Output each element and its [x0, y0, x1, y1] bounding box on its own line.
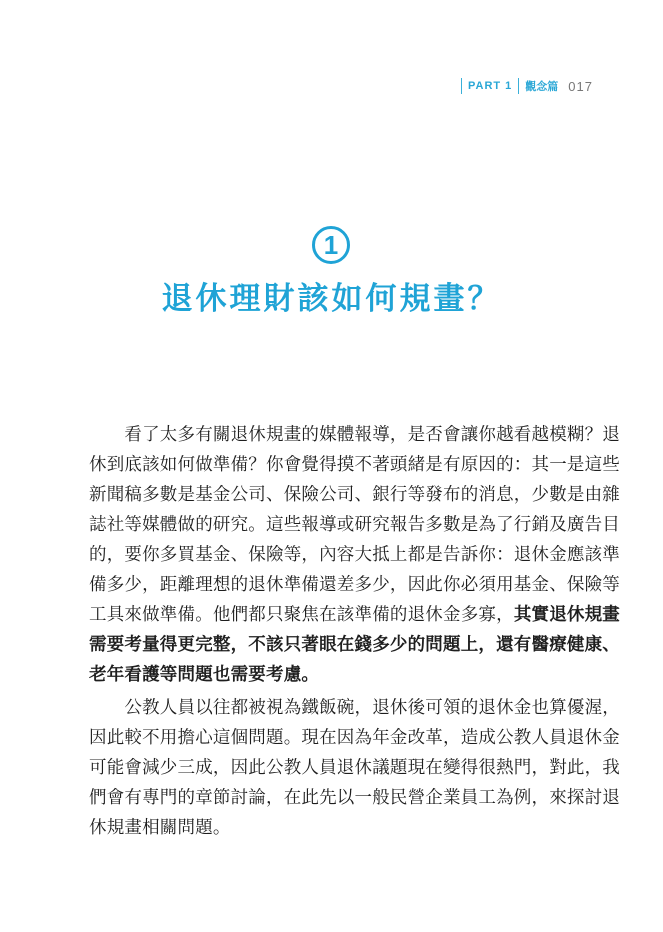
text-line: 們會有專門的章節討論，在此先以一般民營企業員工為例，來探討退 — [89, 788, 620, 808]
chapter-title: 退休理財該如何規畫？ — [161, 281, 502, 317]
text-line: 工具來做準備。他們都只聚焦在該準備的退休金多寡，其實退休規畫 — [89, 605, 621, 625]
page-number: 017 — [568, 78, 593, 94]
text-line: 休規畫相關問題。 — [89, 818, 231, 838]
paragraph-1 — [89, 420, 621, 690]
text-line — [89, 660, 597, 690]
text-line — [89, 630, 620, 660]
header-divider — [461, 78, 462, 94]
emphasis-text: 老年看護等問題也需要考慮。 — [89, 665, 320, 685]
header-part-label: PART 1 — [467, 80, 513, 92]
text-line: 因此較不用擔心這個問題。現在因為年金改革，造成公教人員退休金 — [89, 728, 620, 748]
text-line: 看了太多有關退休規畫的媒體報導，是否會讓你越看越模糊？退 — [89, 425, 620, 445]
page-header — [455, 76, 593, 96]
paragraph-2 — [89, 693, 620, 843]
chapter-number-badge: 1 — [312, 226, 350, 264]
text-line: 的，要你多買基金、保險等，內容大抵上都是告訴你：退休金應該準 — [89, 545, 620, 565]
header-divider — [518, 78, 519, 94]
text-line: 誌社等媒體做的研究。這些報導或研究報告多數是為了行銷及廣告目 — [89, 515, 620, 535]
header-section-label: 觀念篇 — [525, 81, 559, 93]
emphasis-text: 需要考量得更完整，不該只著眼在錢多少的問題上，還有醫療健康、 — [89, 635, 620, 655]
text-line: 休到底該如何做準備？你會覺得摸不著頭緒是有原因的：其一是這些 — [89, 455, 620, 475]
emphasis-text: 其實退休規畫 — [513, 605, 621, 625]
text-line: 備多少，距離理想的退休準備還差多少，因此你必須用基金、保險等 — [89, 575, 620, 595]
text-line: 新聞稿多數是基金公司、保險公司、銀行等發布的消息，少數是由雜 — [89, 485, 620, 505]
text-line: 可能會減少三成，因此公教人員退休議題現在變得很熱門，對此，我 — [89, 758, 620, 778]
text-line: 公教人員以往都被視為鐵飯碗，退休後可領的退休金也算優渥， — [89, 698, 620, 718]
body-text — [89, 420, 621, 843]
